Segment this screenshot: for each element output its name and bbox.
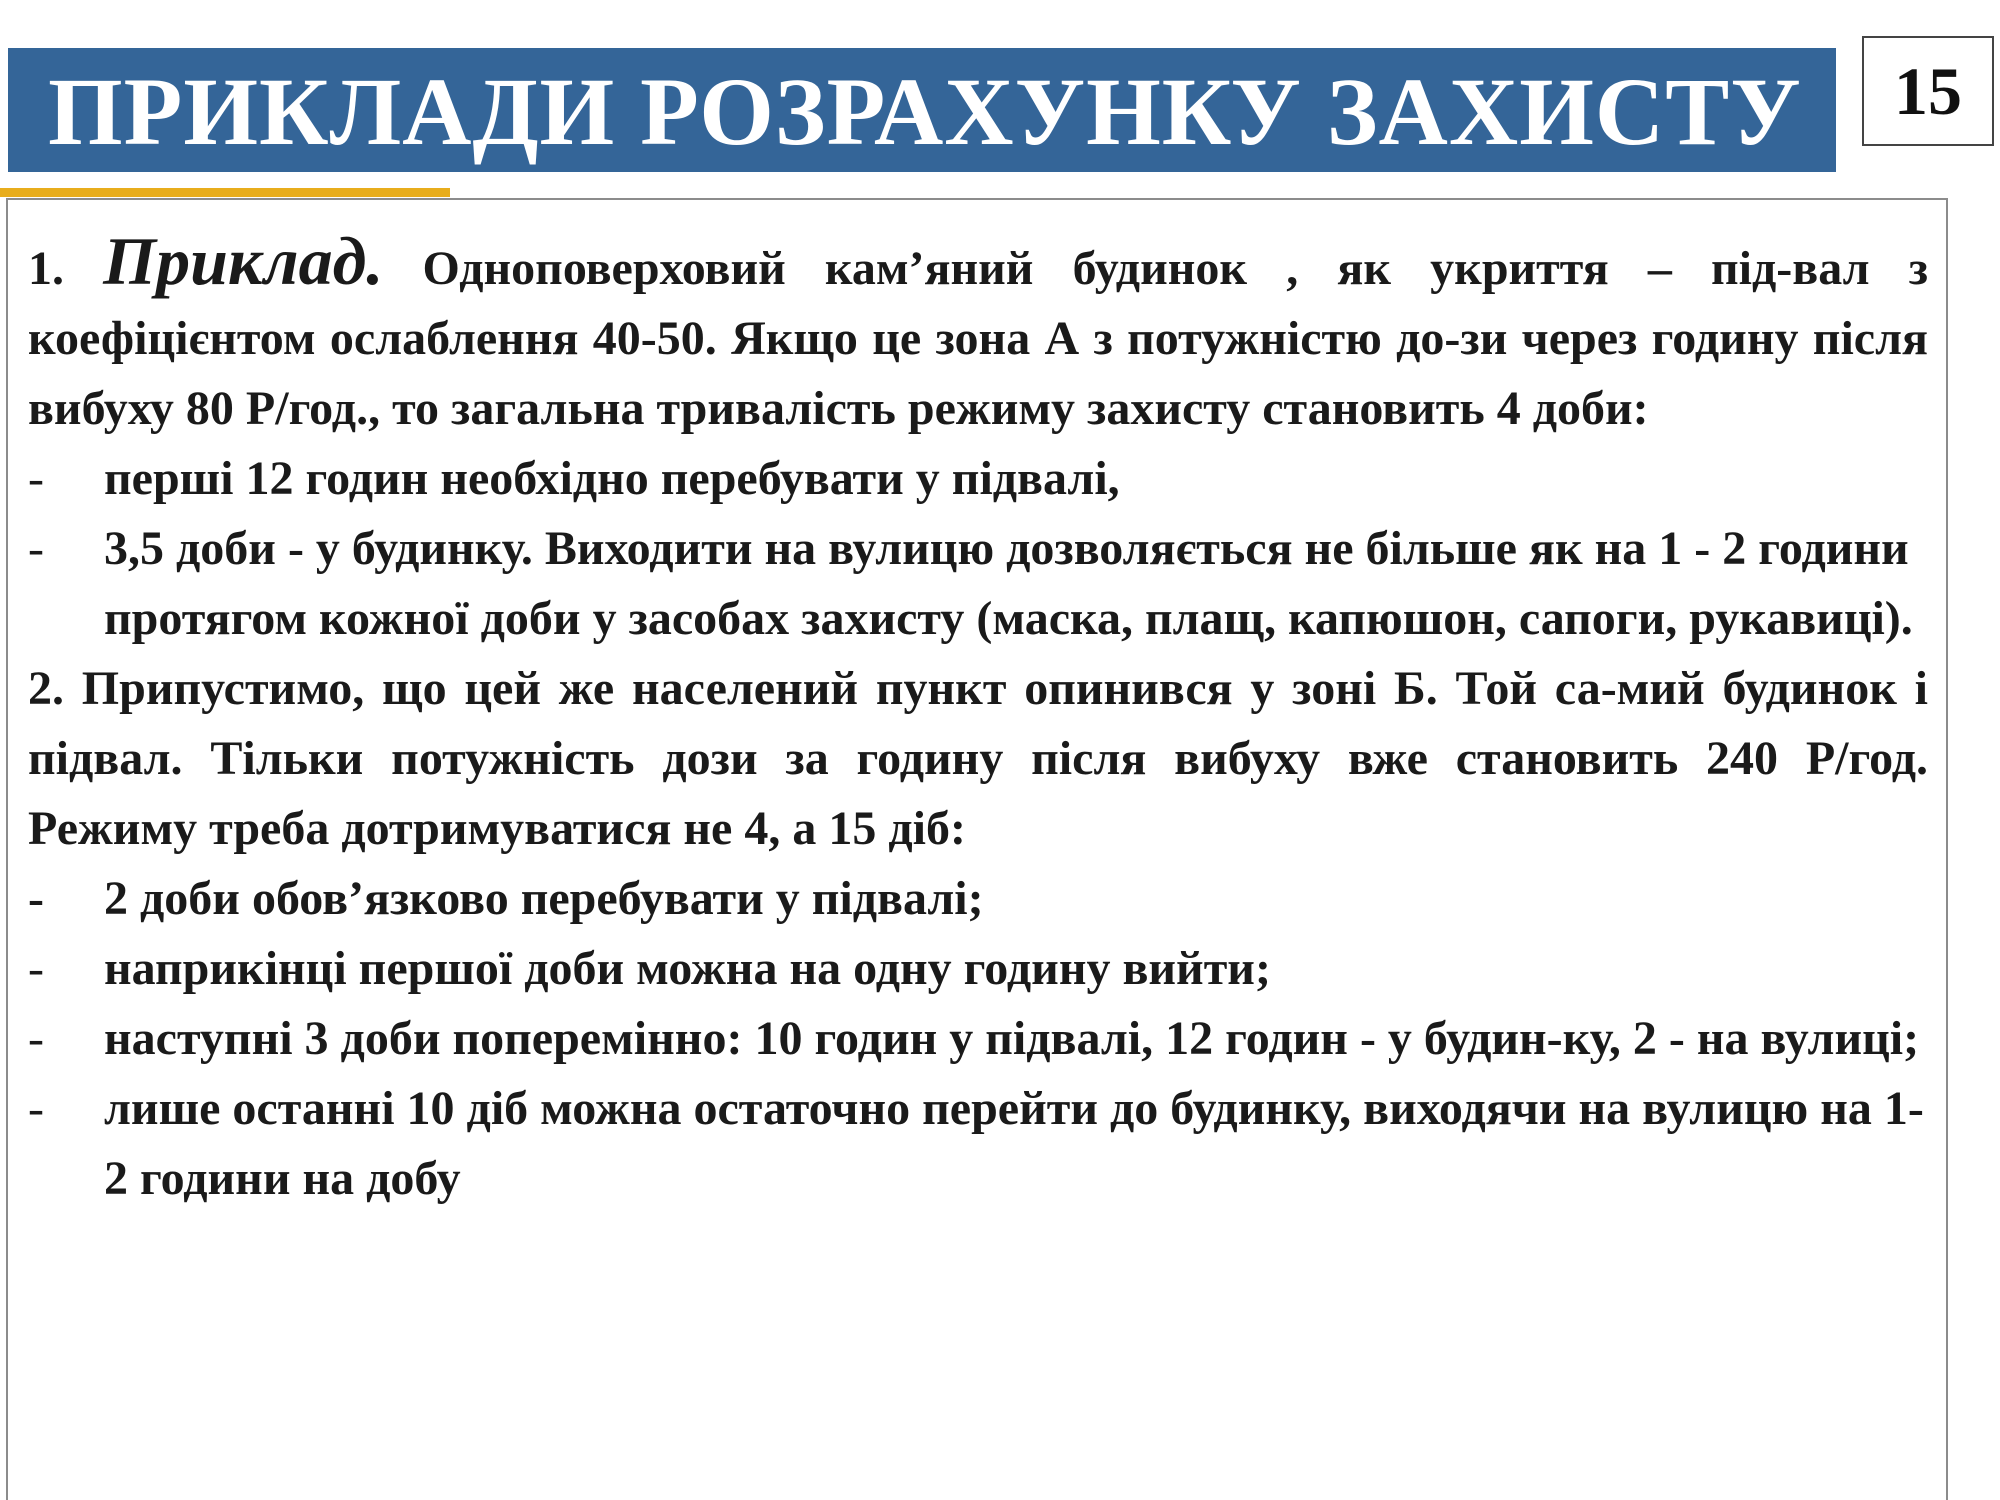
list-item-text: 2 доби обов’язково перебувати у підвалі; [104, 872, 984, 925]
accent-divider [0, 188, 450, 197]
list-item [28, 934, 1928, 1004]
list-dash: - [28, 522, 44, 575]
list-item [28, 864, 1928, 934]
list-dash: - [28, 1012, 44, 1065]
list-dash: - [28, 1082, 44, 1135]
list-dash: - [28, 872, 44, 925]
title-bar [8, 48, 1836, 172]
list-item [28, 1074, 1928, 1214]
list-dash: - [28, 452, 44, 505]
slide-number: 15 [1862, 36, 1994, 146]
list-item-text: лише останні 10 діб можна остаточно перейти до будинку, виходячи на вулицю на 1-2 години на добу [104, 1082, 1924, 1205]
example-1-text: Одноповерховий кам’яний будинок , як укриття – під-вал з коефіцієнтом ослаблення 40-50. Якщо це зона А з потужністю до-зи через годину після вибуху 80 Р/год., то загальна тривалість режиму захисту становить 4 доби: [28, 242, 1929, 435]
example-1-lead: Приклад. [103, 223, 384, 299]
list-item-text: 3,5 доби - у будинку. Виходити на вулицю дозволяється не більше як на 1 - 2 години протягом кожної доби у засобах захисту (маска, плащ, капюшон, сапоги, рукавиці). [104, 522, 1913, 645]
list-item [28, 514, 1928, 654]
content-body [28, 223, 1929, 1214]
list-item-text: перші 12 годин необхідно перебувати у підвалі, [104, 452, 1120, 505]
list-item-text: наступні 3 доби поперемінно: 10 годин у підвалі, 12 годин - у будин-ку, 2 - на вулиці; [104, 1012, 1920, 1065]
list-item [28, 444, 1928, 514]
example-1-number: 1. [28, 242, 64, 295]
list-item-text: наприкінці першої доби можна на одну годину вийти; [104, 942, 1271, 995]
example-1-paragraph [28, 223, 1929, 444]
page-title: ПРИКЛАДИ РОЗРАХУНКУ ЗАХИСТУ [48, 58, 1802, 165]
list-item [28, 1004, 1928, 1074]
list-dash: - [28, 942, 44, 995]
example-2-paragraph: 2. Припустимо, що цей же населений пункт опинився у зоні Б. Той са-мий будинок і підвал. Тільки потужність дози за годину після вибуху вже становить 240 Р/год. Режиму треба дотримуватися не 4, а 15 діб: [28, 662, 1928, 855]
